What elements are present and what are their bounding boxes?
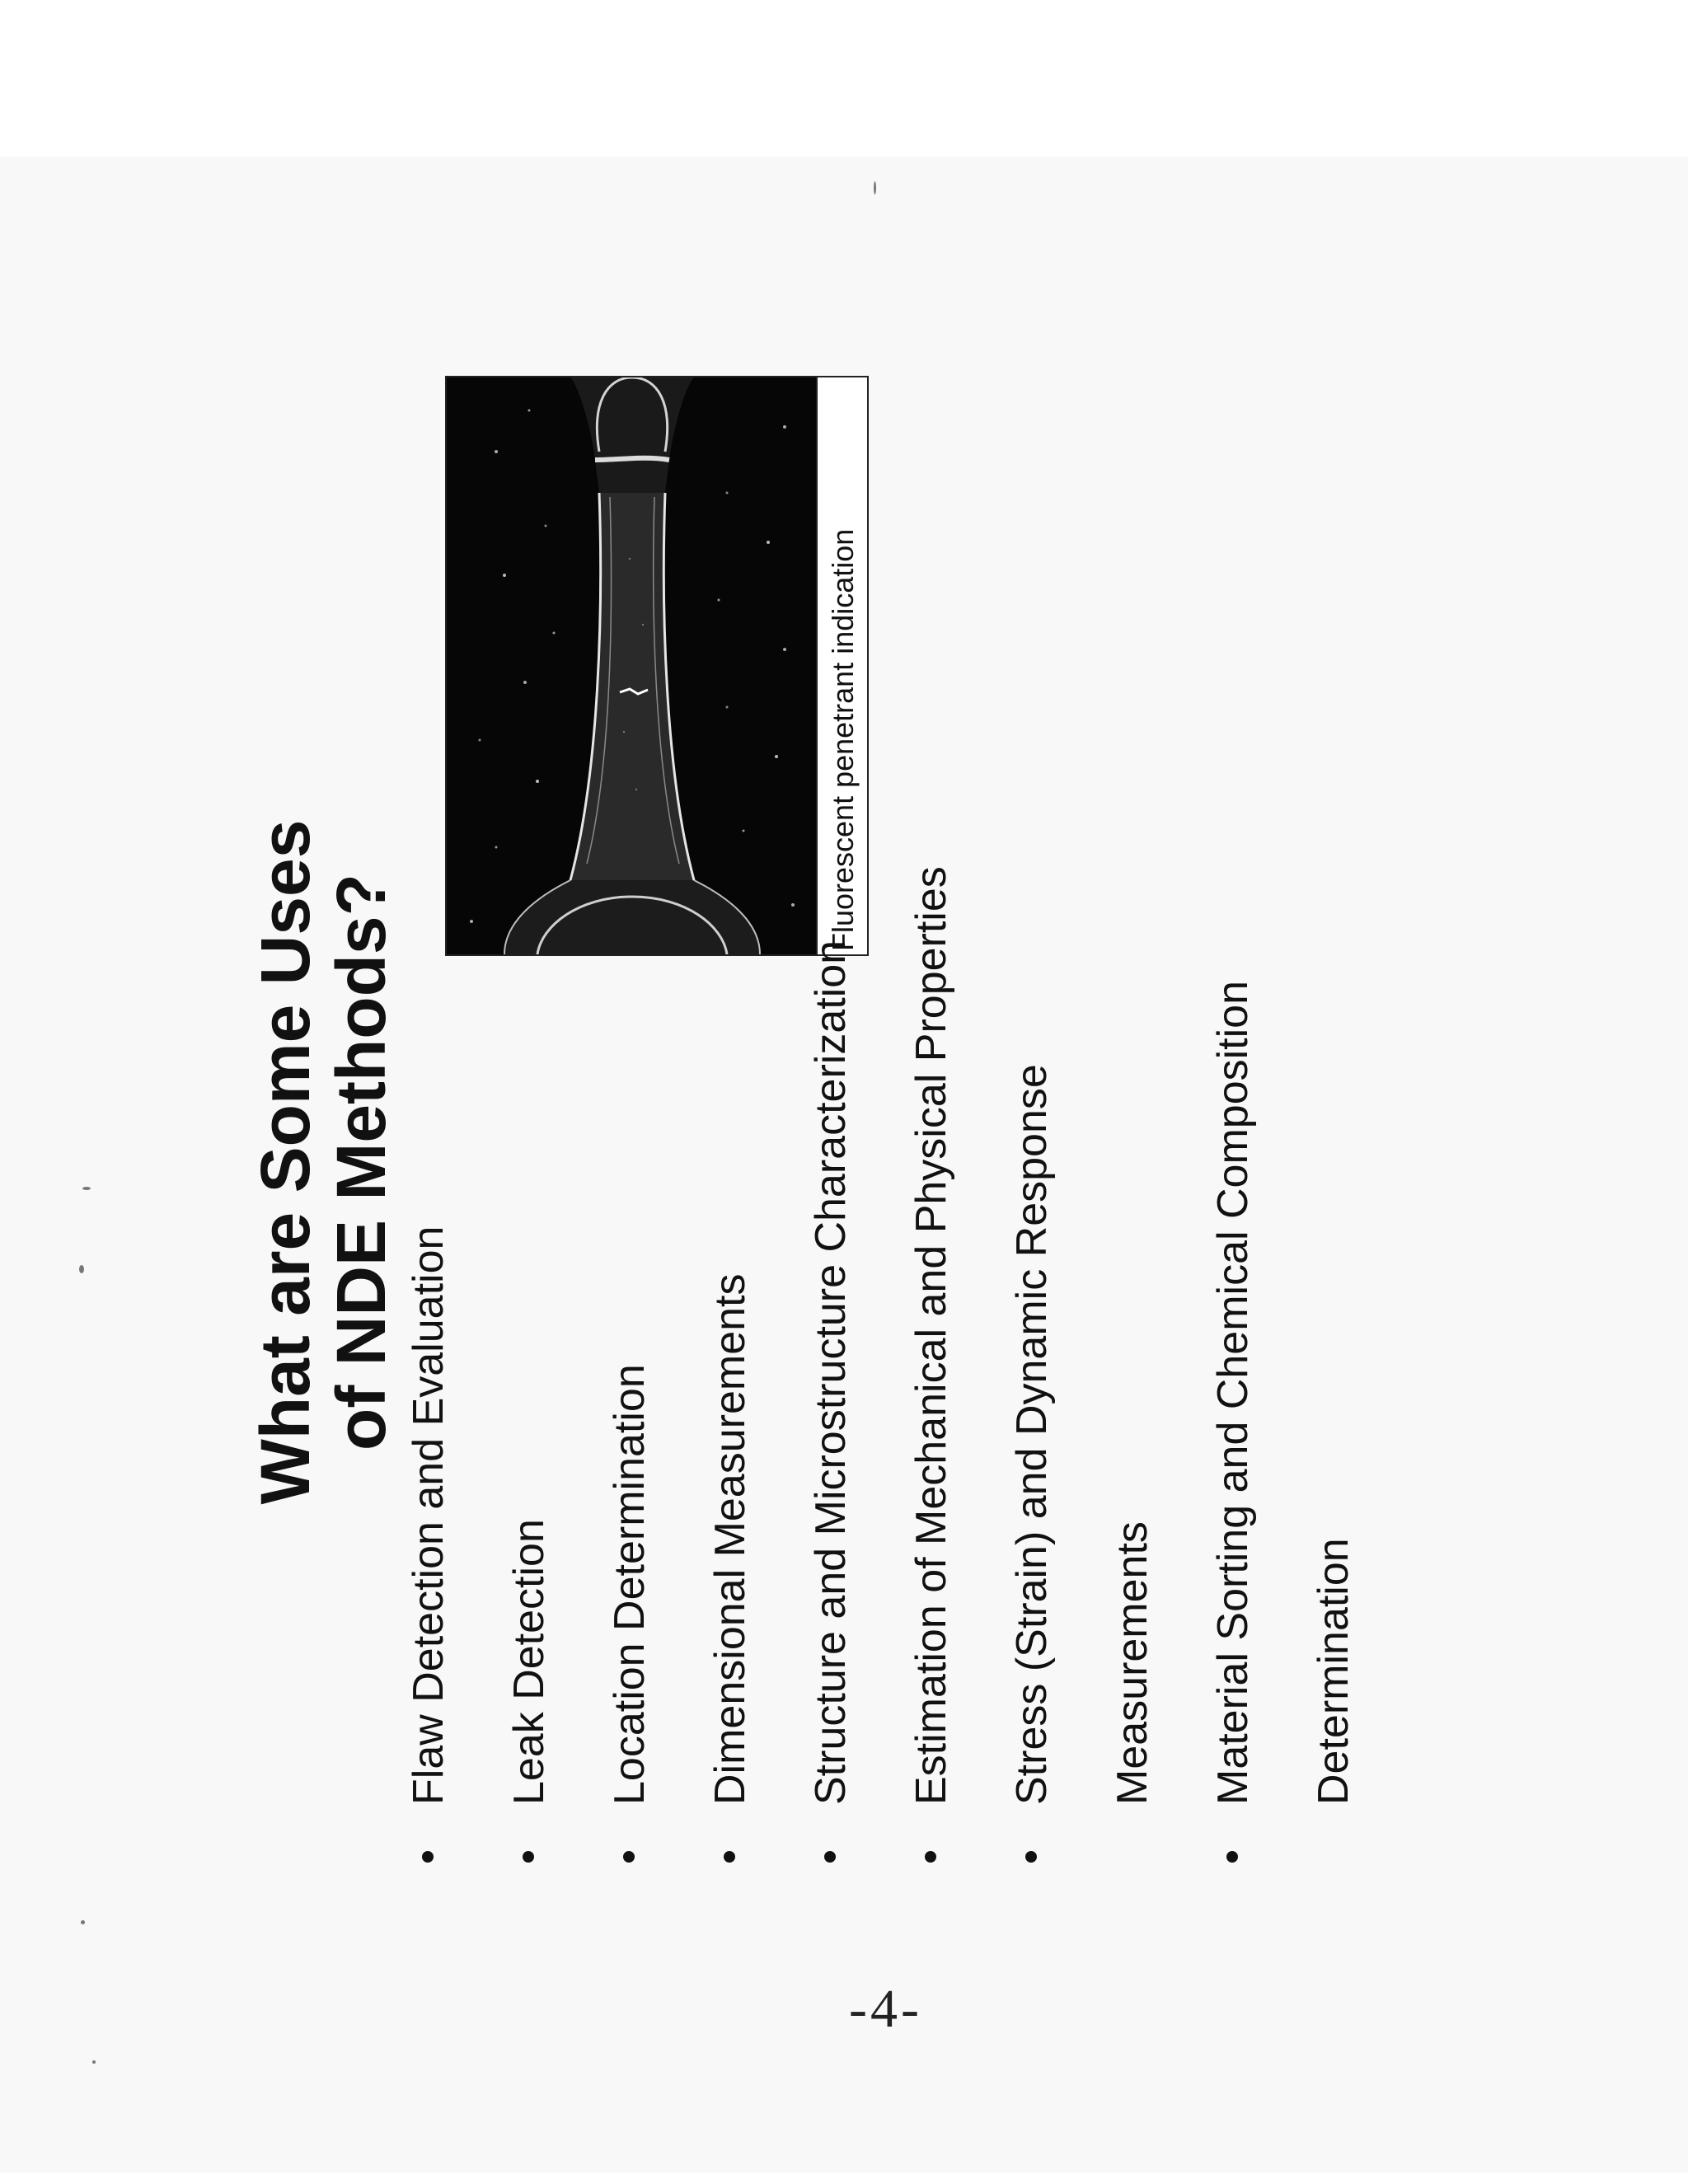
list-item [907,379,956,1863]
page-number: -4- [849,1979,922,2039]
list-item-text: Stress (Strain) and Dynamic Response [1008,1064,1056,1805]
bullet-icon [1226,1851,1238,1863]
bullet-icon [422,1851,434,1863]
slide-title-line-1: What are Some Uses [246,819,324,1505]
list-item-text: Material Sorting and Chemical Composition [1209,980,1257,1805]
scan-margin-top [0,0,1688,157]
scan-speck [81,1920,85,1924]
list-item-text-continued: Determination [1310,1538,1357,1805]
figure-caption: Fluorescent penetrant indication [816,377,867,954]
bullet-icon [1025,1851,1037,1863]
list-item [504,379,554,1863]
list-item [605,379,654,1863]
slide-title [247,717,399,1607]
uses-list [404,379,1409,1863]
list-item [706,379,755,1863]
scan-speck [92,2060,96,2064]
list-item-text: Flaw Detection and Evaluation [405,1226,452,1805]
scan-speck [79,1265,84,1273]
list-item-text-continued: Measurements [1109,1521,1156,1805]
bullet-icon [523,1851,534,1863]
list-item-text: Structure and Microstructure Characterization [807,940,855,1805]
list-item [806,379,856,1863]
list-item-text: Estimation of Mechanical and Physical Properties [907,866,955,1805]
bullet-icon [925,1851,936,1863]
bullet-icon [724,1851,735,1863]
bullet-icon [623,1851,635,1863]
list-item [1007,379,1157,1863]
list-item-text: Dimensional Measurements [706,1273,754,1805]
list-item [404,379,453,1863]
list-item-text: Leak Detection [505,1519,553,1805]
scan-speck [82,1187,91,1190]
scan-speck [874,181,876,194]
bullet-icon [824,1851,836,1863]
scan-margin-bottom [0,2172,1688,2184]
list-item-text: Location Determination [606,1364,654,1805]
slide-title-line-2: of NDE Methods? [322,874,400,1451]
rotated-slide [247,354,1442,1920]
list-item [1208,379,1358,1863]
